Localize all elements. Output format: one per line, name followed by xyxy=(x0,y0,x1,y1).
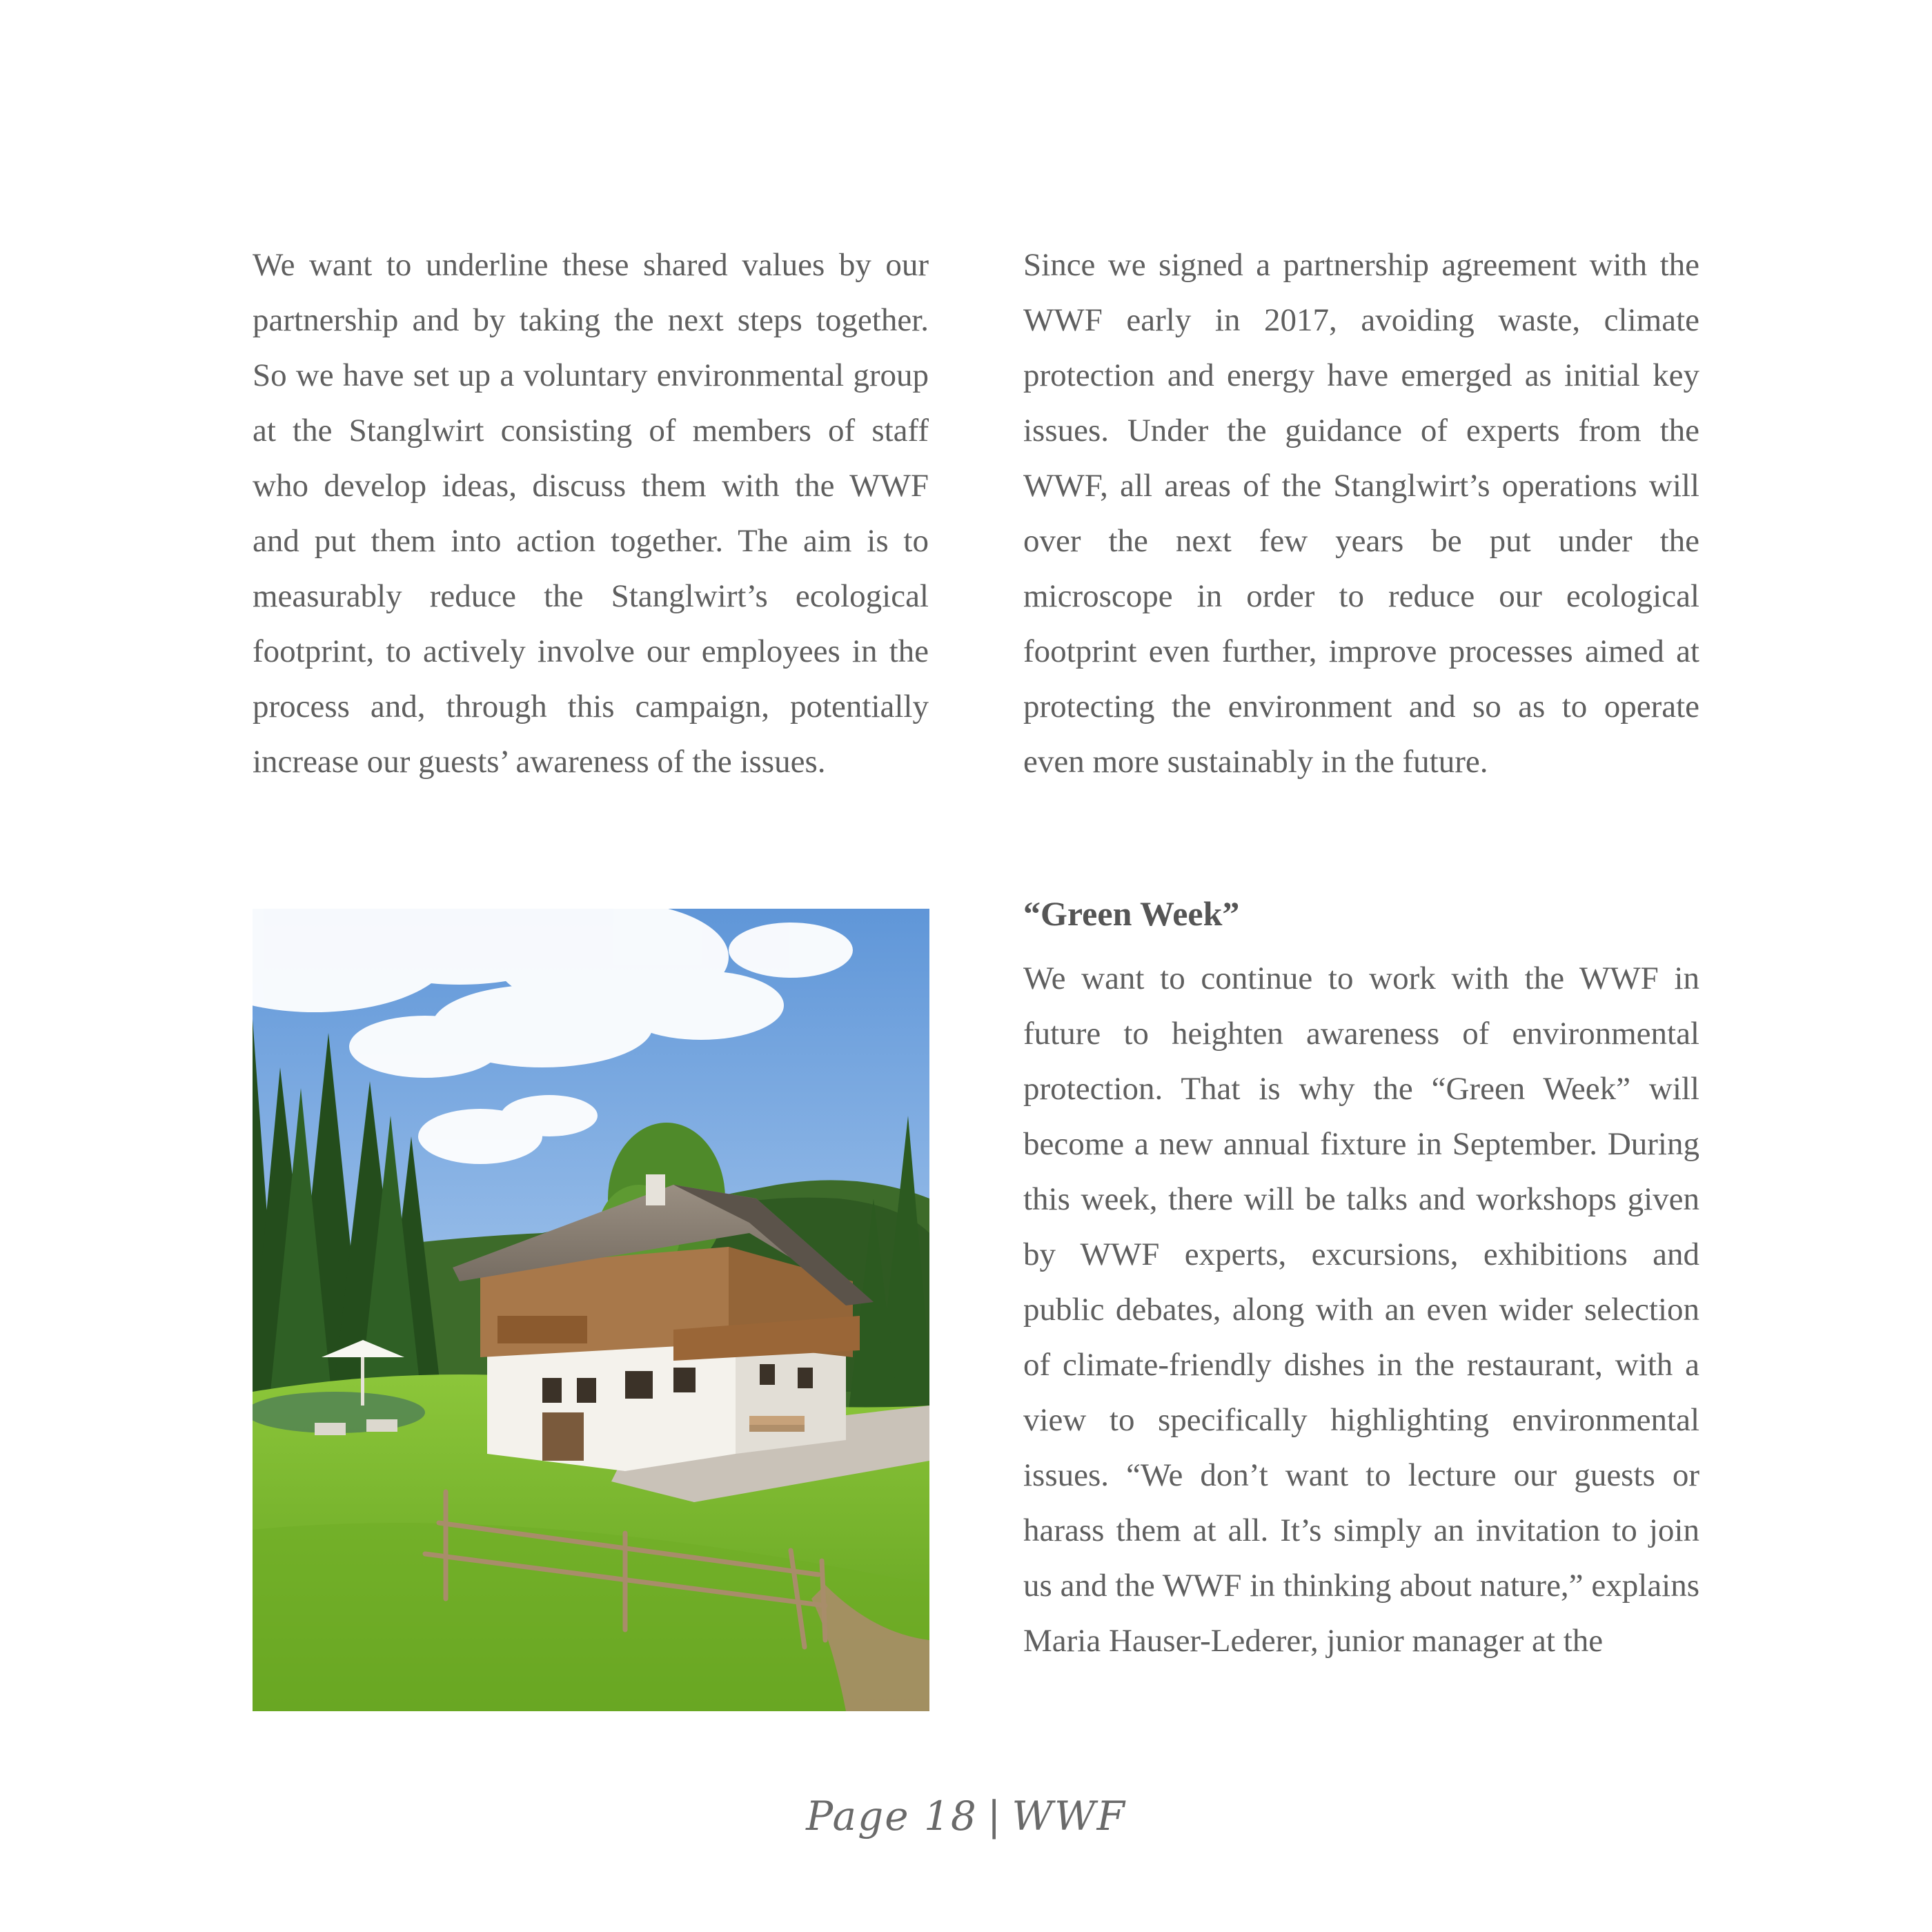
left-column xyxy=(253,237,929,789)
green-week-paragraph: We want to continue to work with the WWF in future to heighten awareness of environmental protection. That is why the “Green Week” will become a new annual fixture in September. During this week, there will be talks and workshops given by WWF experts, excursions, exhibitions and public debates, along with an even wider selection of climate-friendly dishes in the restaurant, with a view to specifically highlighting environmental issues. “We don’t want to lecture our guests or harass them at all. It’s simply an invitation to join us and the WWF in thinking about nature,” explains Maria Hauser-Lederer, junior manager at the xyxy=(1023,960,1699,1659)
left-paragraph: We want to underline these shared values by our partnership and by taking the next steps together. So we have set up a voluntary environmental group at the Stanglwirt consisting of members of staff who develop ideas, discuss them with the WWF and put them into action together. The aim is to measurably reduce the Stanglwirt’s ecological footprint, to actively involve our employees in the process and, through this campaign, potentially increase our guests’ awareness of the issues. xyxy=(253,247,929,780)
chalet-photo xyxy=(253,909,929,1711)
section-heading: “Green Week” xyxy=(1023,894,1240,933)
right-paragraph: Since we signed a partnership agreement with the WWF early in 2017, avoiding waste, climate protection and energy have emerged as initial key issues. Under the guidance of experts from the WWF, all areas of the Stanglwirt’s operations will over the next few years be put under the microscope in order to reduce our ecological footprint even further, improve processes aimed at protecting the environment and so as to operate even more sustainably in the future. xyxy=(1023,247,1699,780)
footer-separator: | xyxy=(987,1793,1003,1840)
right-column xyxy=(1023,237,1699,789)
green-week-column xyxy=(1023,951,1699,1668)
footer-section: WWF xyxy=(1012,1793,1126,1840)
page-footer xyxy=(0,1793,1932,1840)
page-number: Page 18 xyxy=(806,1793,978,1840)
